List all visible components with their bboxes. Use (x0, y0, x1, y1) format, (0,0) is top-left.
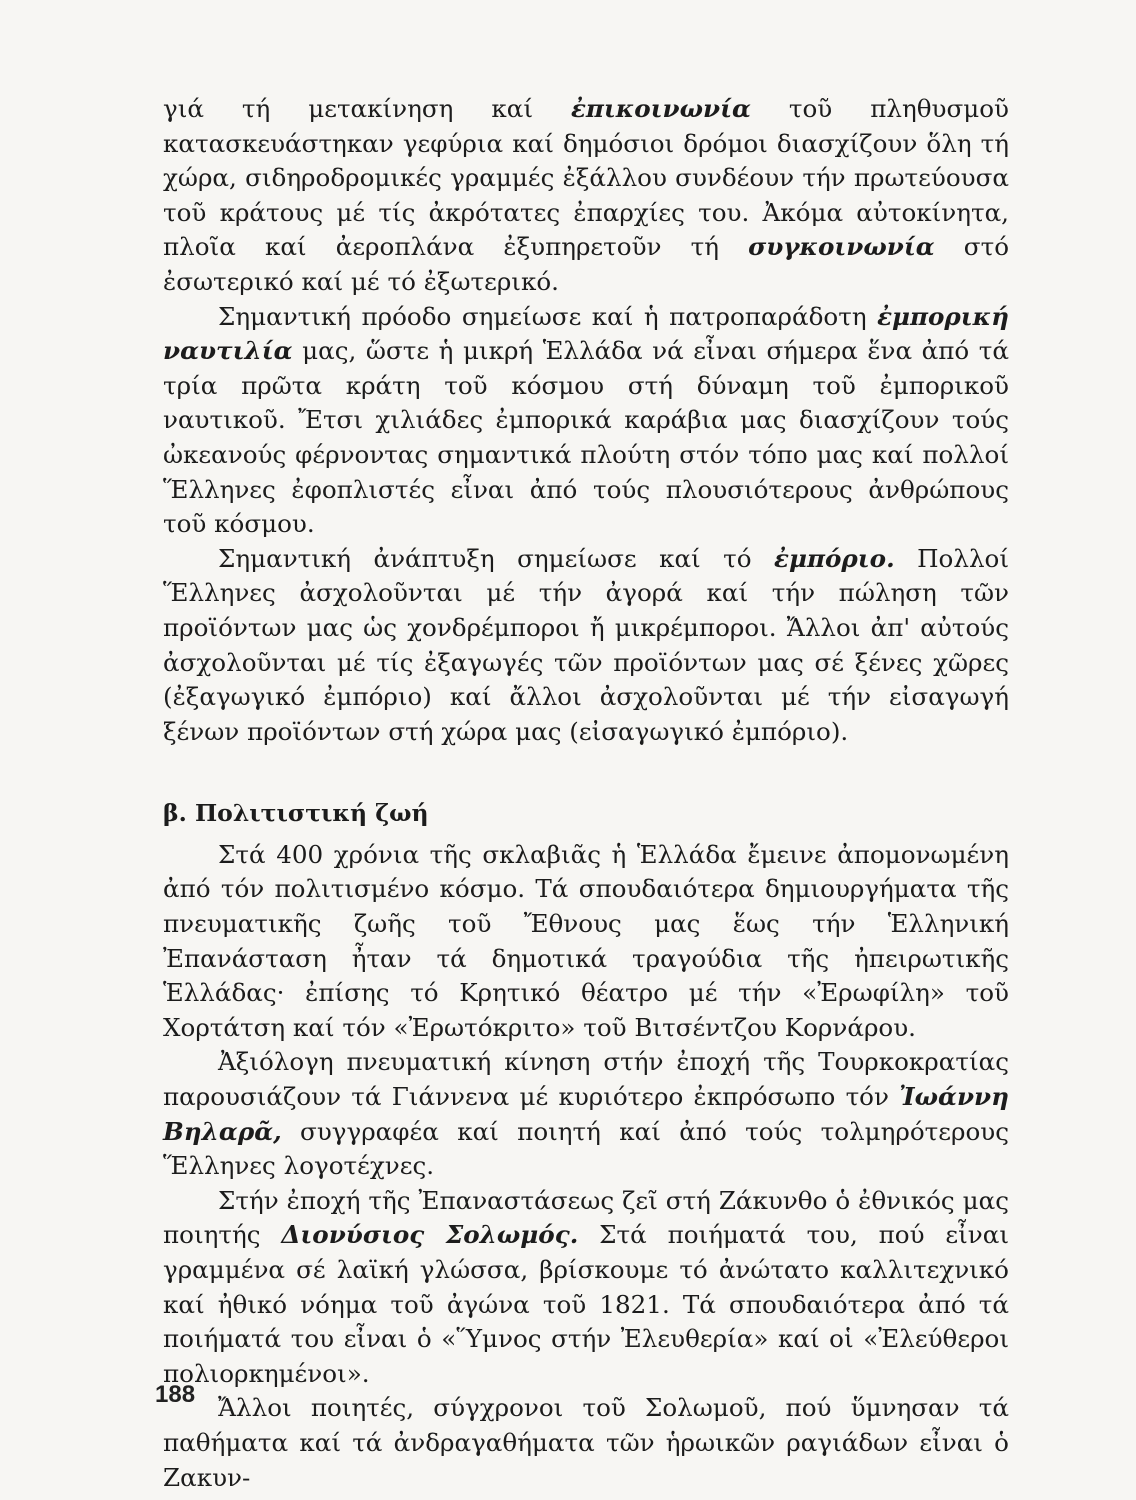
section-heading: β. Πολιτιστική ζωή (163, 799, 429, 828)
paragraph-ioannina: Ἀξιόλογη πνευματική κίνηση στήν ἐποχή τῆς Τουρκοκρατίας παρουσιάζουν τά Γιάννενα μέ κυριότερο ἐκπρόσωπο τόν Ἰωάννη Βηλαρᾶ, συγγραφέα καί ποιητή καί ἀπό τούς τολμηρότερους Ἕλληνες λογοτέχνες. (163, 1047, 1009, 1181)
paragraph-commerce: Σημαντική ἀνάπτυξη σημείωσε καί τό ἐμπόριο. Πολλοί Ἕλληνες ἀσχολοῦνται μέ τήν ἀγορά καί τήν πώληση τῶν προϊόντων μας ὡς χονδρέμποροι ἤ μικρέμποροι. Ἄλλοι ἀπ' αὐτούς ἀσχολοῦνται μέ τίς ἐξαγωγές τῶν προϊόντων μας σέ ξένες χῶρες (ἐξαγωγικό ἐμπόριο) καί ἄλλοι ἀσχολοῦνται μέ τήν εἰσαγωγή ξένων προϊόντων στή χώρα μας (εἰσαγωγικό ἐμπόριο). (163, 543, 1009, 746)
term-emporio: ἐμπόριο. (774, 543, 895, 573)
term-solomos: Διονύσιος Σολωμός. (281, 1220, 579, 1250)
term-sygkoinonia: συγκοινωνία (748, 232, 935, 262)
paragraph-cultural-isolation: Στά 400 χρόνια τῆς σκλαβιᾶς ἡ Ἑλλάδα ἔμεινε ἀπομονωμένη ἀπό τόν πολιτισμένο κόσμο. Τά σπουδαιότερα δημιουργήματα τῆς πνευματικῆς ζωῆς τοῦ Ἔθνους μας ἕως τήν Ἑλληνική Ἐπανάσταση ἦταν τά δημοτικά τραγούδια τῆς ἠπειρωτικῆς Ἑλλάδας· ἐπίσης τό Κρητικό θέατρο μέ τήν «Ἐρωφίλη» τοῦ Χορτάτση καί τόν «Ἐρωτόκριτο» τοῦ Βιτσέντζου Κορνάρου. (163, 839, 1009, 1042)
paragraph-communications: γιά τή μετακίνηση καί ἐπικοινωνία τοῦ πληθυσμοῦ κατασκευάστηκαν γεφύρια καί δημόσιοι δρόμοι διασχίζουν ὅλη τή χώρα, σιδηροδρομικές γραμμές ἐξάλλου συνδέουν τήν πρωτεύουσα τοῦ κράτους μέ τίς ἀκρότατες ἐπαρχίες του. Ἀκόμα αὐτοκίνητα, πλοῖα καί ἀεροπλάνα ἐξυπηρετοῦν τή συγκοινωνία στό ἐσωτερικό καί μέ τό ἐξωτερικό. (163, 94, 1009, 296)
term-vilaras: Ἰωάννη Βηλαρᾶ, (163, 1082, 1009, 1146)
paragraph-solomos: Στήν ἐποχή τῆς Ἐπαναστάσεως ζεῖ στή Ζάκυνθο ὁ ἐθνικός μας ποιητής Διονύσιος Σολωμός. Στά ποιήματά του, πού εἶναι γραμμένα σέ λαϊκή γλώσσα, βρίσκουμε τό ἀνώτατο καλλιτεχνικό καί ἠθικό νόημα τοῦ ἀγώνα τοῦ 1821. Τά σπουδαιότερα ἀπό τά ποιήματά του εἶναι ὁ «Ὕμνος στήν Ἐλευθερία» καί οἱ «Ἐλεύθεροι πολιορκημένοι». (163, 1185, 1009, 1388)
paragraph-merchant-shipping: Σημαντική πρόοδο σημείωσε καί ἡ πατροπαράδοτη ἐμπορική ναυτιλία μας, ὥστε ἡ μικρή Ἑλλάδα νά εἶναι σήμερα ἕνα ἀπό τά τρία πρῶτα κράτη τοῦ κόσμου στή δύναμη τοῦ ἐμπορικοῦ ναυτικοῦ. Ἔτσι χιλιάδες ἐμπορικά καράβια μας διασχίζουν τούς ὠκεανούς φέρνοντας σημαντικά πλούτη στόν τόπο μας καί πολλοί Ἕλληνες ἐφοπλιστές εἶναι ἀπό τούς πλουσιότερους ἀνθρώπους τοῦ κόσμου. (163, 301, 1009, 539)
page-number: 188 (155, 1381, 196, 1408)
term-emporiki-naftilia: ἐμπορική ναυτιλία (163, 301, 1009, 366)
term-epikoinonia: ἐπικοινωνία (570, 94, 751, 123)
paragraph-other-poets: Ἄλλοι ποιητές, σύγχρονοι τοῦ Σολωμοῦ, πού ὕμνησαν τά παθήματα καί τά ἀνδραγαθήματα τῶν ἡρωικῶν ραγιάδων εἶναι ὁ Ζακυν- (163, 1393, 1009, 1492)
page-content (163, 92, 1009, 1495)
